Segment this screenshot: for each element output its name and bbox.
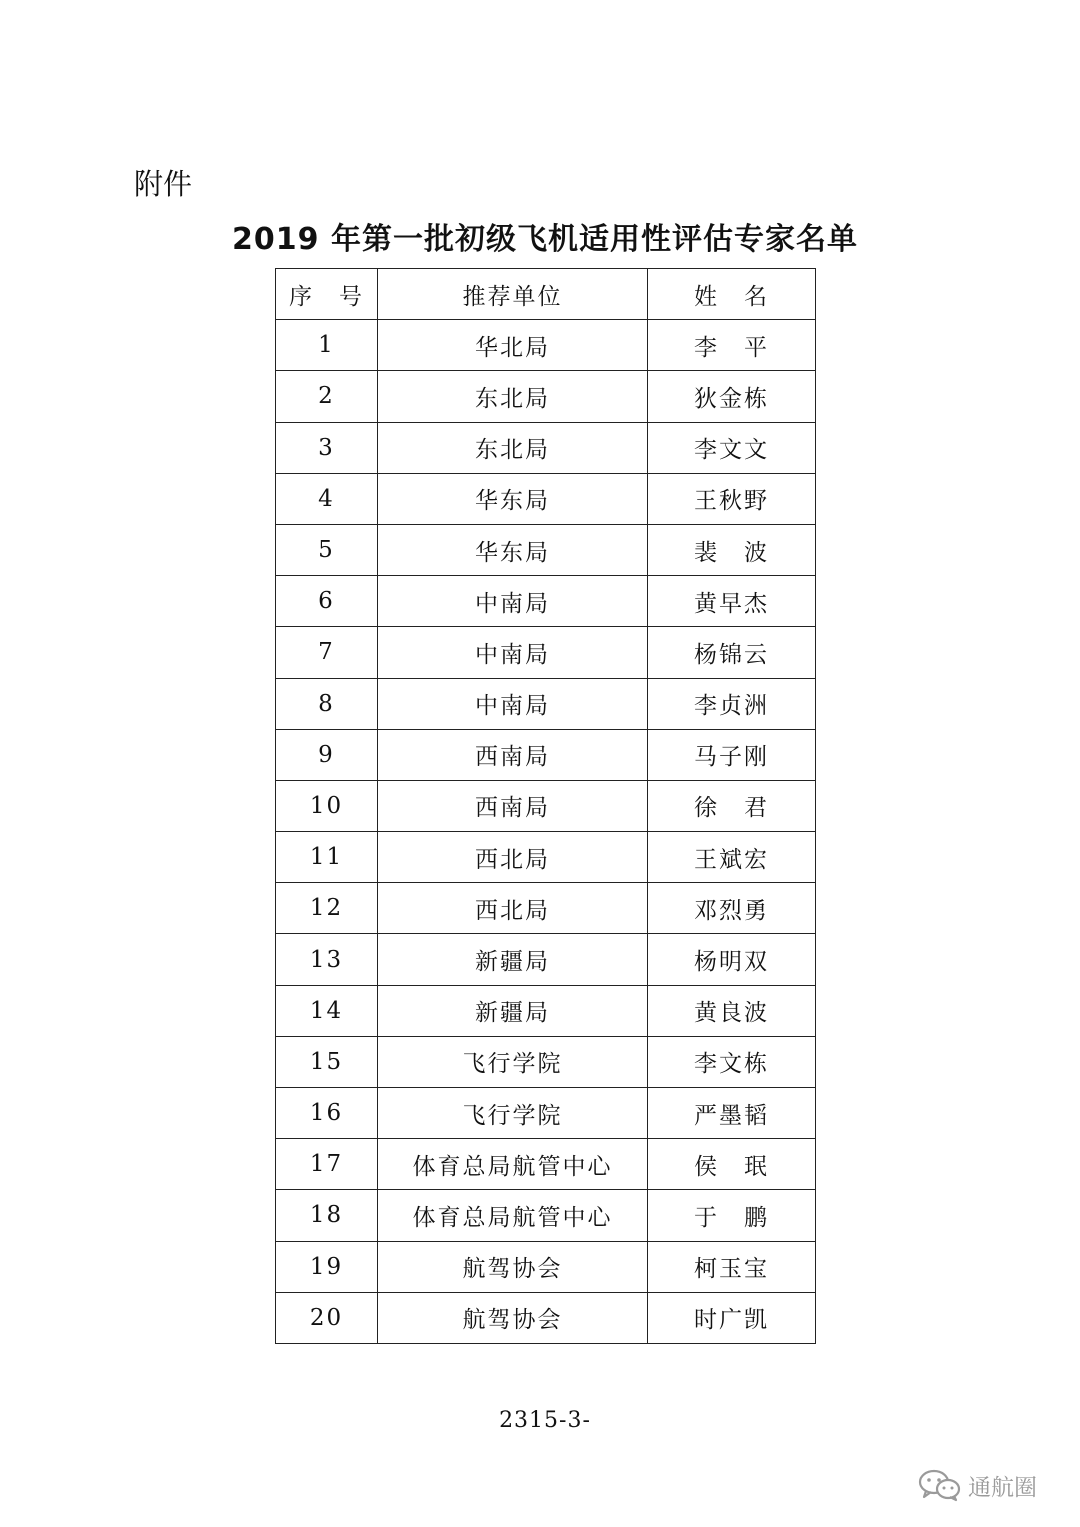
header-unit: 推荐单位 xyxy=(378,269,648,320)
attachment-label: 附件 xyxy=(134,167,193,201)
header-serial: 序 号 xyxy=(276,269,378,320)
unit-cell: 中南局 xyxy=(378,576,648,627)
serial-cell: 10 xyxy=(276,780,378,831)
table-header-row xyxy=(276,269,816,320)
name-cell: 侯 珉 xyxy=(648,1139,816,1190)
name-cell: 李文栋 xyxy=(648,1036,816,1087)
wechat-icon xyxy=(918,1468,962,1502)
table-row xyxy=(276,729,816,780)
table-row xyxy=(276,473,816,524)
name-cell: 时广凯 xyxy=(648,1292,816,1343)
table-row xyxy=(276,1088,816,1139)
name-cell: 杨明双 xyxy=(648,934,816,985)
serial-cell: 15 xyxy=(276,1036,378,1087)
serial-cell: 5 xyxy=(276,524,378,575)
table-row xyxy=(276,1241,816,1292)
serial-cell: 14 xyxy=(276,985,378,1036)
header-name: 姓 名 xyxy=(648,269,816,320)
unit-cell: 体育总局航管中心 xyxy=(378,1190,648,1241)
unit-cell: 华北局 xyxy=(378,320,648,371)
serial-cell: 17 xyxy=(276,1139,378,1190)
name-cell: 严墨韬 xyxy=(648,1088,816,1139)
unit-cell: 飞行学院 xyxy=(378,1088,648,1139)
serial-cell: 19 xyxy=(276,1241,378,1292)
table-row xyxy=(276,883,816,934)
unit-cell: 飞行学院 xyxy=(378,1036,648,1087)
serial-cell: 13 xyxy=(276,934,378,985)
unit-cell: 西北局 xyxy=(378,883,648,934)
table-row xyxy=(276,576,816,627)
serial-cell: 7 xyxy=(276,627,378,678)
table-row xyxy=(276,371,816,422)
unit-cell: 中南局 xyxy=(378,678,648,729)
name-cell: 李贞洲 xyxy=(648,678,816,729)
name-cell: 裴 波 xyxy=(648,524,816,575)
name-cell: 杨锦云 xyxy=(648,627,816,678)
serial-cell: 4 xyxy=(276,473,378,524)
unit-cell: 华东局 xyxy=(378,524,648,575)
name-cell: 李文文 xyxy=(648,422,816,473)
serial-cell: 9 xyxy=(276,729,378,780)
name-cell: 黄良波 xyxy=(648,985,816,1036)
table-row xyxy=(276,678,816,729)
unit-cell: 西南局 xyxy=(378,780,648,831)
name-cell: 黄早杰 xyxy=(648,576,816,627)
name-cell: 李 平 xyxy=(648,320,816,371)
table-row xyxy=(276,985,816,1036)
unit-cell: 新疆局 xyxy=(378,934,648,985)
table-row xyxy=(276,1036,816,1087)
name-cell: 于 鹏 xyxy=(648,1190,816,1241)
unit-cell: 体育总局航管中心 xyxy=(378,1139,648,1190)
name-cell: 王斌宏 xyxy=(648,832,816,883)
unit-cell: 中南局 xyxy=(378,627,648,678)
table-row xyxy=(276,832,816,883)
unit-cell: 东北局 xyxy=(378,422,648,473)
name-cell: 马子刚 xyxy=(648,729,816,780)
unit-cell: 航驾协会 xyxy=(378,1241,648,1292)
name-cell: 王秋野 xyxy=(648,473,816,524)
unit-cell: 华东局 xyxy=(378,473,648,524)
name-cell: 徐 君 xyxy=(648,780,816,831)
table-row xyxy=(276,1190,816,1241)
watermark xyxy=(918,1468,1037,1502)
table-row xyxy=(276,1139,816,1190)
serial-cell: 1 xyxy=(276,320,378,371)
unit-cell: 航驾协会 xyxy=(378,1292,648,1343)
table-row xyxy=(276,524,816,575)
serial-cell: 3 xyxy=(276,422,378,473)
expert-roster-table xyxy=(275,268,816,1344)
name-cell: 狄金栋 xyxy=(648,371,816,422)
table-row xyxy=(276,320,816,371)
serial-cell: 8 xyxy=(276,678,378,729)
serial-cell: 2 xyxy=(276,371,378,422)
serial-cell: 16 xyxy=(276,1088,378,1139)
serial-cell: 11 xyxy=(276,832,378,883)
serial-cell: 18 xyxy=(276,1190,378,1241)
serial-cell: 20 xyxy=(276,1292,378,1343)
unit-cell: 东北局 xyxy=(378,371,648,422)
unit-cell: 西北局 xyxy=(378,832,648,883)
unit-cell: 西南局 xyxy=(378,729,648,780)
serial-cell: 12 xyxy=(276,883,378,934)
serial-cell: 6 xyxy=(276,576,378,627)
table-row xyxy=(276,934,816,985)
table-row xyxy=(276,627,816,678)
table-row xyxy=(276,422,816,473)
table-row xyxy=(276,1292,816,1343)
name-cell: 柯玉宝 xyxy=(648,1241,816,1292)
name-cell: 邓烈勇 xyxy=(648,883,816,934)
page-number: 2315-3- xyxy=(499,1408,591,1433)
watermark-text: 通航圈 xyxy=(968,1474,1037,1501)
document-title: 2019 年第一批初级飞机适用性评估专家名单 xyxy=(232,222,858,257)
unit-cell: 新疆局 xyxy=(378,985,648,1036)
table-row xyxy=(276,780,816,831)
